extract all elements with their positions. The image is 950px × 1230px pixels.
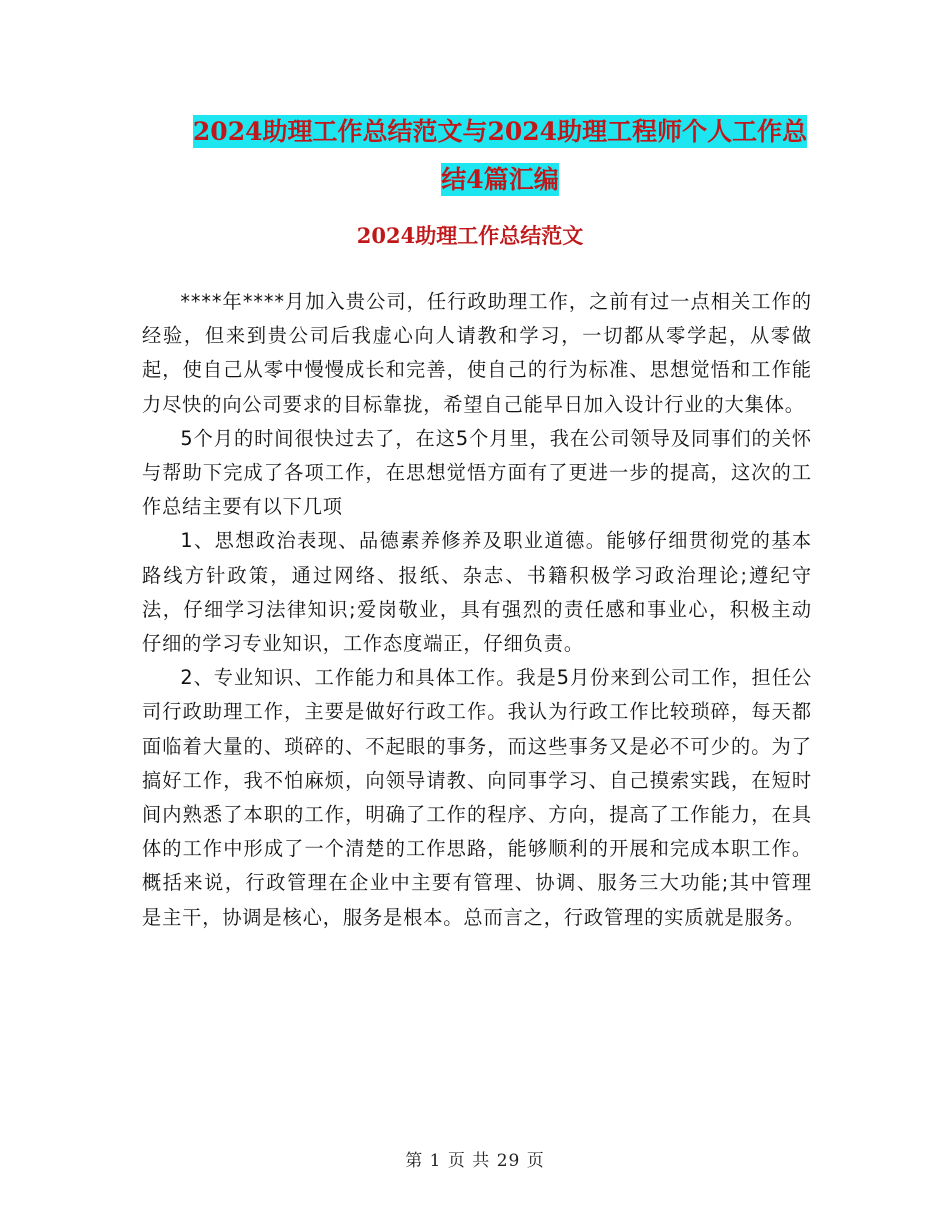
paragraph: 1、思想政治表现、品德素养修养及职业道德。能够仔细贯彻党的基本路线方针政策，通过网络、报纸、杂志、书籍积极学习政治理论;遵纪守法，仔细学习法律知识;爱岗敬业，具有强烈的责任感和事业心，积极主动仔细的学习专业知识，工作态度端正，仔细负责。 — [142, 529, 812, 656]
title-line-1: 2024助理工作总结范文与2024助理工程师个人工作总 — [192, 117, 808, 146]
section-title: 2024助理工作总结范文 — [356, 223, 584, 248]
title-line-2: 结4篇汇编 — [441, 165, 559, 194]
paragraph: 2、专业知识、工作能力和具体工作。我是5月份来到公司工作，担任公司行政助理工作，主要是做好行政工作。我认为行政工作比较琐碎，每天都面临着大量的、琐碎的、不起眼的事务，而这些事务又是必不可少的。为了搞好工作，我不怕麻烦，向领导请教、向同事学习、自己摸索实践，在短时间内熟悉了本职的工作，明确了工作的程序、方向，提高了工作能力，在具体的工作中形成了一个清楚的工作思路，能够顺利的开展和完成本职工作。概括来说，行政管理在企业中主要有管理、协调、服务三大功能;其中管理是主干，协调是核心，服务是根本。总而言之，行政管理的实质就是服务。 — [142, 666, 812, 929]
paragraph: ****年****月加入贵公司，任行政助理工作，之前有过一点相关工作的经验，但来到贵公司后我虚心向人请教和学习，一切都从零学起，从零做起，使自己从零中慢慢成长和完善，使自己的行为标准、思想觉悟和工作能力尽快的向公司要求的目标靠拢，希望自己能早日加入设计行业的大集体。 — [142, 290, 812, 416]
paragraph: 5个月的时间很快过去了，在这5个月里，我在公司领导及同事们的关怀与帮助下完成了各项工作，在思想觉悟方面有了更进一步的提高，这次的工作总结主要有以下几项 — [142, 426, 812, 519]
page-number: 第 1 页 共 29 页 — [405, 1151, 545, 1171]
document-title — [140, 108, 860, 204]
document-body — [142, 285, 812, 935]
page-footer — [0, 1146, 950, 1171]
